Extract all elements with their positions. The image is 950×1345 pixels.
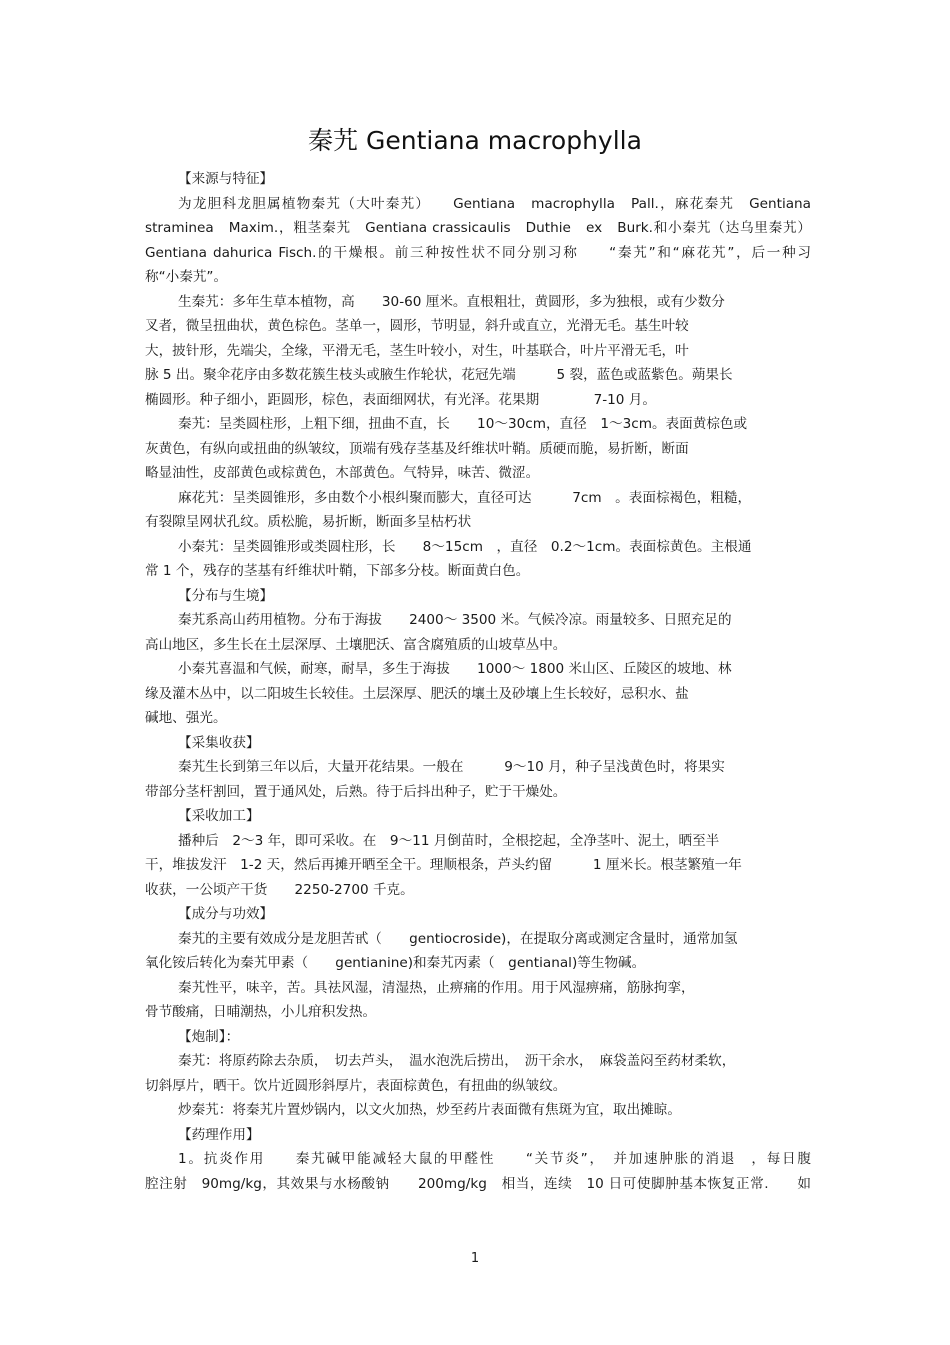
page-number: 1 [470, 1251, 480, 1266]
text-line: 氧化铵后转化为秦艽甲素（ gentianine)和秦艽丙素（ gentianal)等生物碱。 [145, 955, 646, 971]
text-line: 秦艽性平，味辛，苦。具祛风湿，清湿热，止痹痛的作用。用于风湿痹痛，筋脉拘挛， [178, 979, 695, 996]
text-line: 大，披针形，先端尖，全缘，平滑无毛，茎生叶较小，对生，叶基联合，叶片平滑无毛，叶 [145, 342, 689, 359]
text-line: 1。抗炎作用 秦艽碱甲能减轻大鼠的甲醛性 “关节炎”， 并加速肿胀的消退 ，每日腹 [178, 1151, 811, 1167]
text-line: 脉 5 出。聚伞花序由多数花簇生枝头或腋生作轮状，花冠先端 5 裂，蓝色或蓝紫色。蒴果长 [145, 367, 733, 383]
heading-harvest: 【采集收获】 [178, 734, 260, 751]
text-line: Gentiana dahurica Fisch.的干燥根。前三种按性状不同分别习称 “秦艽”和“麻花艽”，后一种习 [145, 244, 811, 261]
text-line: 秦艽生长到第三年以后，大量开花结果。一般在 9～10 月，种子呈浅黄色时，将果实 [178, 759, 725, 775]
text-line: 秦艽系高山药用植物。分布于海拔 2400～ 3500 米。气候冷凉。雨量较多、日照充足的 [178, 612, 732, 628]
text-line: 播种后 2～3 年，即可采收。在 9～11 月倒苗时，全根挖起，全净茎叶、泥土，晒至半 [178, 832, 720, 849]
text-line: 麻花艽：呈类圆锥形，多由数个小根纠聚而膨大，直径可达 7cm 。表面棕褐色，粗糙， [178, 489, 752, 506]
text-line: 收获，一公顷产干货 2250-2700 千克。 [145, 881, 414, 898]
document-title: 秦艽 Gentiana macrophylla [308, 126, 642, 155]
text-line: 秦艽：将原药除去杂质， 切去芦头， 温水泡洗后捞出， 沥干余水， 麻袋盖闷至药材柔软， [178, 1053, 736, 1069]
heading-processing: 【采收加工】 [178, 808, 260, 824]
text-line: 秦艽：呈类圆柱形，上粗下细，扭曲不直，长 10～30cm，直径 1～3cm。表面黄棕色或 [178, 416, 748, 432]
text-line: 称“小秦艽”。 [145, 269, 228, 285]
heading-source: 【来源与特征】 [178, 171, 274, 187]
text-line: 有裂隙呈网状孔纹。质松脆，易折断，断面多呈枯朽状 [145, 514, 472, 530]
text-line: 切斜厚片，晒干。饮片近圆形斜厚片，表面棕黄色，有扭曲的纵皱纹。 [145, 1077, 567, 1094]
heading-distribution: 【分布与生境】 [178, 587, 274, 604]
text-line: 腔注射 90mg/kg，其效果与水杨酸钠 200mg/kg 相当，连续 10 日可使脚肿基本恢复正常. 如 [145, 1175, 811, 1192]
text-line: 干，堆拔发汗 1-2 天，然后再摊开晒至全干。理顺根条，芦头约留 1 厘米长。根茎繁殖一年 [145, 857, 742, 873]
document-body [145, 167, 811, 1196]
text-line: 炒秦艽：将秦艽片置炒锅内，以文火加热，炒至药片表面微有焦斑为宜，取出摊晾。 [178, 1102, 681, 1118]
text-line: 略显油性，皮部黄色或棕黄色，木部黄色。气特异，味苦、微涩。 [145, 465, 540, 481]
text-line: 灰黄色，有纵向或扭曲的纵皱纹，顶端有残存茎基及纤维状叶鞘。质硬而脆，易折断，断面 [145, 440, 689, 457]
text-line: 秦艽的主要有效成分是龙胆苦甙（ gentiocroside)，在提取分离或测定含量时，通常加氢 [178, 930, 738, 947]
heading-composition: 【成分与功效】 [178, 906, 274, 922]
text-line: 缘及灌木丛中，以二阳坡生长较佳。土层深厚、肥沃的壤土及砂壤上生长较好，忌积水、盐 [145, 685, 689, 702]
text-line: 常 1 个，残存的茎基有纤维状叶鞘，下部多分枝。断面黄白色。 [145, 563, 530, 579]
text-line: 椭圆形。种子细小，距圆形，棕色，表面细网状，有光泽。花果期 7-10 月。 [145, 391, 656, 408]
text-line: 骨节酸痛，日晡潮热，小儿疳积发热。 [145, 1004, 377, 1020]
text-line: 生秦艽：多年生草本植物，高 30-60 厘米。直根粗壮，黄圆形，多为独根，或有少数分 [178, 293, 725, 310]
text-line: 小秦艽：呈类圆锥形或类圆柱形，长 8～15cm ，直径 0.2～1cm。表面棕黄色。主根通 [178, 538, 752, 555]
text-line: straminea Maxim.，粗茎秦艽 Gentiana crassicaulis Duthie ex Burk.和小秦艽（达乌里秦艽） [145, 220, 811, 236]
heading-pharmacology: 【药理作用】 [178, 1126, 260, 1143]
text-line: 高山地区，多生长在土层深厚、土壤肥沃、富含腐殖质的山坡草丛中。 [145, 636, 567, 653]
text-line: 碱地、强光。 [145, 710, 227, 726]
heading-preparation: 【炮制】： [178, 1028, 240, 1045]
text-line: 叉者，微呈扭曲状，黄色棕色。茎单一，圆形，节明显，斜升或直立，光滑无毛。基生叶较 [145, 318, 689, 334]
text-line: 小秦艽喜温和气候，耐寒，耐旱，多生于海拔 1000～ 1800 米山区、丘陵区的坡地、林 [178, 661, 732, 677]
text-line: 为龙胆科龙胆属植物秦艽（大叶秦艽） Gentiana macrophylla Pall.，麻花秦艽 Gentiana [178, 195, 811, 212]
text-line: 带部分茎杆割回，置于通风处，后熟。待于后抖出种子，贮于干燥处。 [145, 783, 567, 800]
